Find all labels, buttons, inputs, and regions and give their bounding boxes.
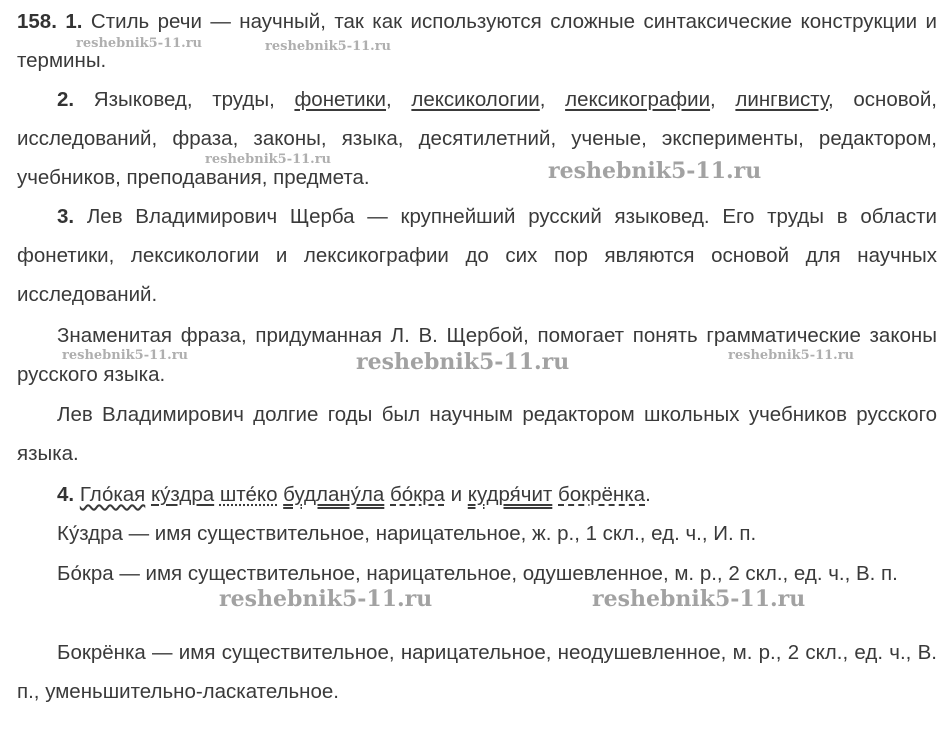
watermark: reshebnik5-11.ru (62, 348, 189, 363)
task-number: 158. (17, 10, 57, 33)
item-number-1: 1. (65, 10, 83, 33)
paragraph-2 (17, 80, 937, 197)
paragraph-4 (17, 475, 937, 514)
watermark: reshebnik5-11.ru (205, 152, 332, 167)
sentence-word: кудря́чит (467, 483, 553, 506)
item-number-2: 2. (57, 88, 75, 111)
paragraph-3-text: Лев Владимирович Щерба — крупнейший русский языковед. Его труды в области фонетики, лексикологии и лексикографии до сих пор являются основой для научных исследований. (17, 205, 937, 306)
separator: , (386, 88, 412, 111)
paragraph-6: Бо́кра — имя существительное, нарицательное, одушевленное, м. р., 2 скл., ед. ч., В. п. (57, 562, 898, 585)
separator: , (539, 88, 566, 111)
underlined-word: фонетики (294, 88, 387, 111)
watermark: reshebnik5-11.ru (356, 349, 570, 375)
paragraph-7: Бокрёнка — имя существительное, нарицательное, неодушевленное, м. р., 2 скл., ед. ч., В. п., уменьшительно-ласкательное. (17, 641, 937, 703)
sentence-word: Гло́кая (79, 483, 146, 506)
watermark: reshebnik5-11.ru (265, 39, 392, 54)
sentence-word: ку́здра (150, 483, 215, 506)
paragraph-5: Ку́здра — имя существительное, нарицательное, ж. р., 1 скл., ед. ч., И. п. (57, 522, 757, 545)
watermark: reshebnik5-11.ru (728, 348, 855, 363)
paragraph-1-text: Стиль речи — научный, так как используются сложные синтаксические конструкции и термины. (17, 10, 938, 72)
word-list-text: Языковед, труды, (93, 88, 295, 111)
sentence-word: и (450, 483, 463, 506)
underlined-word: лексикологии (411, 88, 540, 111)
word-list-text: , основой, исследований, фраза, законы, языка, десятилетний, ученые, эксперименты, редактором, учебников, преподавания, предмета. (17, 88, 937, 189)
sentence-word: бокрёнка (558, 483, 646, 506)
watermark: reshebnik5-11.ru (548, 158, 762, 184)
separator: , (710, 88, 736, 111)
paragraph-1 (17, 2, 937, 80)
underlined-word: лингвисту (735, 88, 829, 111)
sentence-end: . (645, 483, 651, 506)
sentence-word: будлану́ла (283, 483, 385, 506)
underlined-word: лексикографии (565, 88, 711, 111)
watermark: reshebnik5-11.ru (76, 36, 203, 51)
watermark: reshebnik5-11.ru (592, 586, 806, 612)
item-number-3: 3. (57, 205, 75, 228)
paragraph-3c: Лев Владимирович долгие годы был научным редактором школьных учебников русского языка. (17, 403, 937, 465)
sentence-word: бо́кра (390, 483, 445, 506)
paragraph-3b: Знаменитая фраза, придуманная Л. В. Щербой, помогает понять грамматические законы русского языка. (17, 324, 937, 386)
item-number-4: 4. (57, 483, 75, 506)
sentence-word: ште́ко (219, 483, 278, 506)
paragraph-3 (17, 197, 937, 314)
watermark: reshebnik5-11.ru (219, 586, 433, 612)
